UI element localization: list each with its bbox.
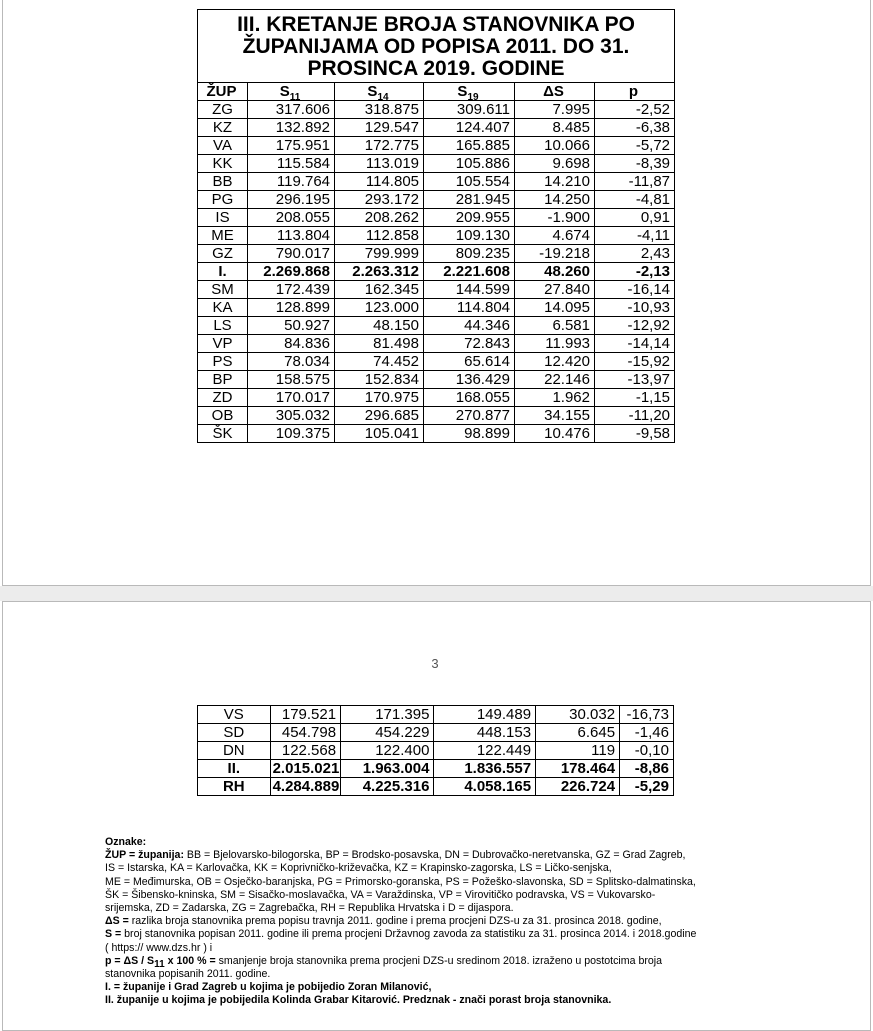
cell-s11: 208.055 bbox=[248, 209, 335, 227]
legend-s-line-1 bbox=[105, 928, 805, 941]
cell-s11: 317.606 bbox=[248, 101, 335, 119]
cell-zup: BP bbox=[198, 371, 248, 389]
cell-zup: VA bbox=[198, 137, 248, 155]
cell-p: -9,58 bbox=[595, 425, 675, 443]
legend-s-label: S = bbox=[105, 928, 122, 941]
cell-s11: 454.798 bbox=[270, 724, 341, 742]
cell-ds: 226.724 bbox=[536, 778, 620, 796]
header-zup: ŽUP bbox=[198, 83, 248, 101]
cell-s11: 2.015.021 bbox=[270, 760, 341, 778]
cell-zup: ME bbox=[198, 227, 248, 245]
cell-s14: 799.999 bbox=[335, 245, 424, 263]
cell-s11: 84.836 bbox=[248, 335, 335, 353]
header-s11 bbox=[248, 83, 335, 101]
cell-ds: -1.900 bbox=[515, 209, 595, 227]
cell-zup: PG bbox=[198, 191, 248, 209]
cell-ds: 14.210 bbox=[515, 173, 595, 191]
cell-p: -1,46 bbox=[620, 724, 674, 742]
cell-p: -14,14 bbox=[595, 335, 675, 353]
cell-p: -10,93 bbox=[595, 299, 675, 317]
cell-zup: BB bbox=[198, 173, 248, 191]
cell-s19: 165.885 bbox=[424, 137, 515, 155]
cell-s11: 113.804 bbox=[248, 227, 335, 245]
cell-p: -11,87 bbox=[595, 173, 675, 191]
cell-s14: 170.975 bbox=[335, 389, 424, 407]
table-row bbox=[198, 778, 674, 796]
cell-s11: 109.375 bbox=[248, 425, 335, 443]
cell-s11: 4.284.889 bbox=[270, 778, 341, 796]
cell-zup: GZ bbox=[198, 245, 248, 263]
legend-s-line-2: ( https:// www.dzs.hr ) i bbox=[105, 941, 213, 954]
cell-s14: 113.019 bbox=[335, 155, 424, 173]
table-row bbox=[198, 119, 675, 137]
cell-p: -6,38 bbox=[595, 119, 675, 137]
cell-s19: 122.449 bbox=[434, 742, 536, 760]
legend-ds-label: ΔS = bbox=[105, 915, 129, 928]
population-table bbox=[197, 9, 675, 443]
cell-p: -8,39 bbox=[595, 155, 675, 173]
cell-ds: 1.962 bbox=[515, 389, 595, 407]
legend-p-label-sub: 11 bbox=[154, 958, 165, 970]
page-gap bbox=[0, 586, 873, 601]
cell-s14: 208.262 bbox=[335, 209, 424, 227]
cell-s14: 81.498 bbox=[335, 335, 424, 353]
cell-s14: 152.834 bbox=[335, 371, 424, 389]
cell-s11: 170.017 bbox=[248, 389, 335, 407]
table-row bbox=[198, 742, 674, 760]
cell-ds: 34.155 bbox=[515, 407, 595, 425]
cell-zup: KA bbox=[198, 299, 248, 317]
cell-p: -16,73 bbox=[620, 706, 674, 724]
cell-s14: 1.963.004 bbox=[341, 760, 434, 778]
cell-s14: 171.395 bbox=[341, 706, 434, 724]
cell-s19: 1.836.557 bbox=[434, 760, 536, 778]
cell-s11: 128.899 bbox=[248, 299, 335, 317]
cell-s11: 179.521 bbox=[270, 706, 341, 724]
cell-s11: 122.568 bbox=[270, 742, 341, 760]
cell-s19: 309.611 bbox=[424, 101, 515, 119]
cell-s14: 123.000 bbox=[335, 299, 424, 317]
cell-p: 2,43 bbox=[595, 245, 675, 263]
cell-s14: 162.345 bbox=[335, 281, 424, 299]
cell-ds: 6.581 bbox=[515, 317, 595, 335]
header-s14-sub: 14 bbox=[377, 92, 389, 101]
cell-p: -15,92 bbox=[595, 353, 675, 371]
header-p: p bbox=[595, 83, 675, 101]
cell-zup: SD bbox=[198, 724, 271, 742]
cell-ds: 10.476 bbox=[515, 425, 595, 443]
cell-p: -4,11 bbox=[595, 227, 675, 245]
cell-zup: SM bbox=[198, 281, 248, 299]
cell-s14: 112.858 bbox=[335, 227, 424, 245]
table-header-row bbox=[198, 83, 675, 101]
cell-s11: 50.927 bbox=[248, 317, 335, 335]
cell-ds: 178.464 bbox=[536, 760, 620, 778]
cell-p: -13,97 bbox=[595, 371, 675, 389]
cell-ds: 14.095 bbox=[515, 299, 595, 317]
cell-s19: 44.346 bbox=[424, 317, 515, 335]
cell-p: -1,15 bbox=[595, 389, 675, 407]
legend-p-text-1: smanjenje broja stanovnika prema procjeni DZS-u sredinom 2018. izraženo u postotcima broja bbox=[215, 954, 662, 967]
table-row bbox=[198, 389, 675, 407]
legend-zup-line-3: ME = Međimurska, OB = Osječko-baranjska, PG = Primorsko-goranska, PS = Požeško-slavonska, SD = Splitsko-dalmatinska, bbox=[105, 875, 696, 888]
table-title: III. KRETANJE BROJA STANOVNIKA PO ŽUPANIJAMA OD POPISA 2011. DO 31. PROSINCA 2019. GODINE bbox=[198, 10, 675, 83]
table-row bbox=[198, 245, 675, 263]
cell-zup: ZD bbox=[198, 389, 248, 407]
cell-zup: KZ bbox=[198, 119, 248, 137]
cell-s11: 78.034 bbox=[248, 353, 335, 371]
cell-s19: 136.429 bbox=[424, 371, 515, 389]
cell-s19: 149.489 bbox=[434, 706, 536, 724]
table-row bbox=[198, 191, 675, 209]
cell-ds: 9.698 bbox=[515, 155, 595, 173]
cell-p: -12,92 bbox=[595, 317, 675, 335]
cell-ds: 10.066 bbox=[515, 137, 595, 155]
legend bbox=[105, 836, 805, 1008]
legend-zup-line-4: ŠK = Šibensko-kninska, SM = Sisačko-moslavačka, VA = Varaždinska, VP = Virovitičko podravska, VS = Vukovarsko- bbox=[105, 888, 656, 901]
cell-ds: 6.645 bbox=[536, 724, 620, 742]
header-s14-label: S bbox=[367, 83, 378, 100]
legend-zup-line-5: srijemska, ZD = Zadarska, ZG = Zagrebačka, RH = Republika Hrvatska i D = dijaspora. bbox=[105, 902, 514, 915]
cell-p: -4,81 bbox=[595, 191, 675, 209]
cell-s14: 105.041 bbox=[335, 425, 424, 443]
cell-zup: VS bbox=[198, 706, 271, 724]
cell-zup: KK bbox=[198, 155, 248, 173]
cell-s19: 448.153 bbox=[434, 724, 536, 742]
cell-s14: 74.452 bbox=[335, 353, 424, 371]
page-number: 3 bbox=[431, 656, 439, 671]
cell-s11: 158.575 bbox=[248, 371, 335, 389]
table-row bbox=[198, 335, 675, 353]
cell-s14: 129.547 bbox=[335, 119, 424, 137]
table-row bbox=[198, 706, 674, 724]
table-row bbox=[198, 137, 675, 155]
legend-zup-label: ŽUP = županija: bbox=[105, 849, 184, 862]
cell-s11: 115.584 bbox=[248, 155, 335, 173]
legend-ds-text: razlika broja stanovnika prema popisu travnja 2011. godine i prema procjeni DZS-u za 31. prosinca 2018. godine, bbox=[128, 915, 662, 928]
legend-heading: Oznake: bbox=[105, 836, 147, 848]
cell-s11: 175.951 bbox=[248, 137, 335, 155]
cell-p: -16,14 bbox=[595, 281, 675, 299]
cell-s19: 4.058.165 bbox=[434, 778, 536, 796]
cell-zup: IS bbox=[198, 209, 248, 227]
legend-p-line-2: stanovnika popisanih 2011. godine. bbox=[105, 968, 271, 981]
cell-s14: 454.229 bbox=[341, 724, 434, 742]
cell-zup: OB bbox=[198, 407, 248, 425]
cell-s11: 132.892 bbox=[248, 119, 335, 137]
table-row bbox=[198, 724, 674, 742]
table-row bbox=[198, 760, 674, 778]
header-s14 bbox=[335, 83, 424, 101]
table-row bbox=[198, 173, 675, 191]
cell-ds: 7.995 bbox=[515, 101, 595, 119]
cell-s11: 790.017 bbox=[248, 245, 335, 263]
cell-s14: 293.172 bbox=[335, 191, 424, 209]
cell-s19: 270.877 bbox=[424, 407, 515, 425]
cell-zup: PS bbox=[198, 353, 248, 371]
cell-s14: 4.225.316 bbox=[341, 778, 434, 796]
legend-zup-line-2: IS = Istarska, KA = Karlovačka, KK = Koprivničko-križevačka, KZ = Krapinsko-zagorska, LS = Ličko-senjska, bbox=[105, 862, 612, 875]
cell-zup: II. bbox=[198, 760, 271, 778]
cell-zup: VP bbox=[198, 335, 248, 353]
cell-s14: 318.875 bbox=[335, 101, 424, 119]
header-s19-label: S bbox=[457, 83, 468, 100]
cell-ds: -19.218 bbox=[515, 245, 595, 263]
legend-s-text-1: broj stanovnika popisan 2011. godine ili prema procjeni Državnog zavoda za statistiku za 31. prosinca 2014. i 2018.godine bbox=[121, 928, 697, 941]
cell-ds: 4.674 bbox=[515, 227, 595, 245]
legend-zup-line-1 bbox=[105, 849, 805, 862]
legend-p-label-a: p = ΔS / S bbox=[105, 954, 155, 967]
table-row bbox=[198, 101, 675, 119]
header-s19-sub: 19 bbox=[467, 92, 479, 101]
cell-s19: 209.955 bbox=[424, 209, 515, 227]
table-row bbox=[198, 425, 675, 443]
cell-p: -11,20 bbox=[595, 407, 675, 425]
cell-ds: 14.250 bbox=[515, 191, 595, 209]
cell-ds: 27.840 bbox=[515, 281, 595, 299]
legend-p-line-1 bbox=[105, 955, 805, 968]
cell-s14: 172.775 bbox=[335, 137, 424, 155]
cell-zup: DN bbox=[198, 742, 271, 760]
header-delta-s: ΔS bbox=[515, 83, 595, 101]
legend-ds-line bbox=[105, 915, 805, 928]
legend-group-ii: II. županije u kojima je pobijedila Kolinda Grabar Kitarović. Predznak - znači porast broja stanovnika. bbox=[105, 994, 612, 1007]
cell-ds: 119 bbox=[536, 742, 620, 760]
cell-s11: 305.032 bbox=[248, 407, 335, 425]
cell-s19: 281.945 bbox=[424, 191, 515, 209]
cell-ds: 22.146 bbox=[515, 371, 595, 389]
cell-zup: RH bbox=[198, 778, 271, 796]
cell-s19: 105.886 bbox=[424, 155, 515, 173]
table-row bbox=[198, 209, 675, 227]
cell-zup: ZG bbox=[198, 101, 248, 119]
cell-s19: 168.055 bbox=[424, 389, 515, 407]
cell-s19: 114.804 bbox=[424, 299, 515, 317]
cell-s11: 172.439 bbox=[248, 281, 335, 299]
cell-s19: 144.599 bbox=[424, 281, 515, 299]
table-row bbox=[198, 155, 675, 173]
cell-ds: 48.260 bbox=[515, 263, 595, 281]
legend-p-label bbox=[105, 954, 216, 970]
cell-s11: 296.195 bbox=[248, 191, 335, 209]
cell-ds: 30.032 bbox=[536, 706, 620, 724]
table-row bbox=[198, 353, 675, 371]
table-row bbox=[198, 263, 675, 281]
cell-zup: LS bbox=[198, 317, 248, 335]
cell-s19: 109.130 bbox=[424, 227, 515, 245]
table-row bbox=[198, 407, 675, 425]
cell-s19: 98.899 bbox=[424, 425, 515, 443]
cell-s19: 105.554 bbox=[424, 173, 515, 191]
cell-s14: 2.263.312 bbox=[335, 263, 424, 281]
cell-ds: 12.420 bbox=[515, 353, 595, 371]
header-s11-label: S bbox=[279, 83, 290, 100]
cell-ds: 11.993 bbox=[515, 335, 595, 353]
cell-ds: 8.485 bbox=[515, 119, 595, 137]
cell-s19: 2.221.608 bbox=[424, 263, 515, 281]
legend-p-label-b: x 100 % = bbox=[164, 954, 216, 967]
cell-p: 0,91 bbox=[595, 209, 675, 227]
table-row bbox=[198, 317, 675, 335]
cell-p: -0,10 bbox=[620, 742, 674, 760]
cell-p: -2,13 bbox=[595, 263, 675, 281]
cell-p: -5,72 bbox=[595, 137, 675, 155]
population-table-continued bbox=[197, 705, 674, 796]
cell-s19: 809.235 bbox=[424, 245, 515, 263]
cell-s14: 48.150 bbox=[335, 317, 424, 335]
cell-p: -8,86 bbox=[620, 760, 674, 778]
cell-s19: 124.407 bbox=[424, 119, 515, 137]
cell-s11: 119.764 bbox=[248, 173, 335, 191]
cell-zup: ŠK bbox=[198, 425, 248, 443]
cell-zup: I. bbox=[198, 263, 248, 281]
header-s19 bbox=[424, 83, 515, 101]
cell-s14: 122.400 bbox=[341, 742, 434, 760]
cell-s11: 2.269.868 bbox=[248, 263, 335, 281]
cell-s14: 296.685 bbox=[335, 407, 424, 425]
table-row bbox=[198, 281, 675, 299]
table-row bbox=[198, 371, 675, 389]
cell-p: -2,52 bbox=[595, 101, 675, 119]
table-row bbox=[198, 299, 675, 317]
cell-s19: 72.843 bbox=[424, 335, 515, 353]
table-row bbox=[198, 227, 675, 245]
legend-zup-text-1: BB = Bjelovarsko-bilogorska, BP = Brodsko-posavska, DN = Dubrovačko-neretvanska, GZ = Grad Zagreb, bbox=[183, 849, 686, 862]
cell-s14: 114.805 bbox=[335, 173, 424, 191]
cell-p: -5,29 bbox=[620, 778, 674, 796]
cell-s19: 65.614 bbox=[424, 353, 515, 371]
header-s11-sub: 11 bbox=[289, 92, 301, 101]
legend-group-i: I. = županije i Grad Zagreb u kojima je pobijedio Zoran Milanović, bbox=[105, 981, 432, 994]
